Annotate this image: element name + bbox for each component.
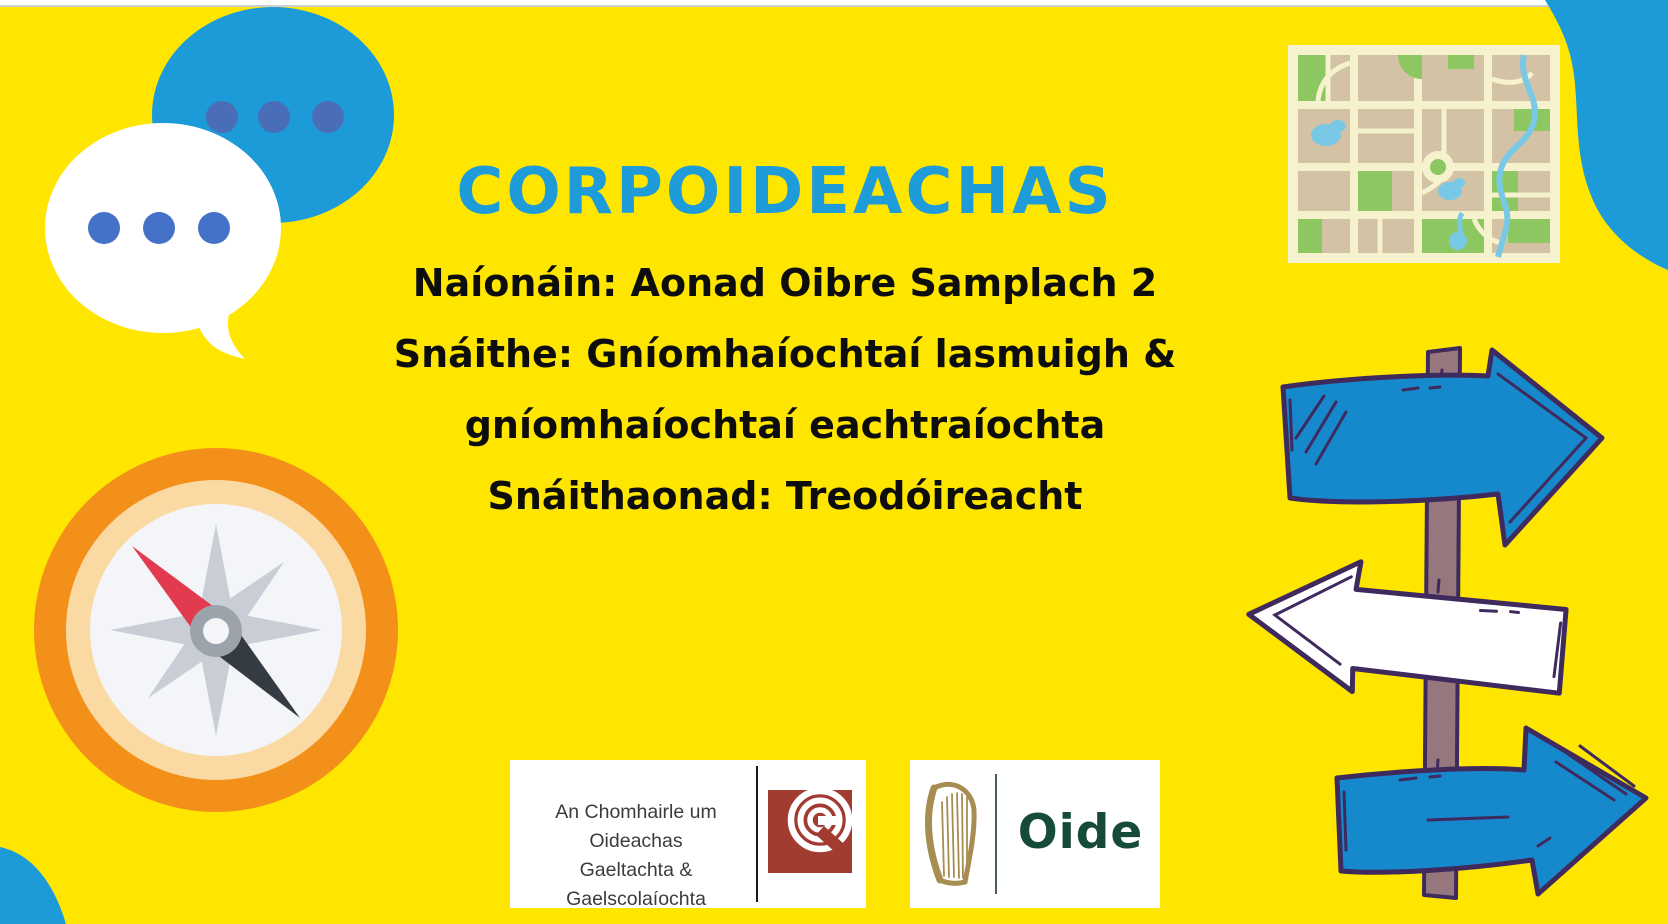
slide-content [300, 150, 1270, 532]
ccg-logo-text-line2: Gaeltachta & Gaelscolaíochta [566, 859, 706, 910]
map-icon [1288, 45, 1560, 263]
ccg-logo [510, 760, 866, 908]
subtitle-line-4: Snáithaonad: Treodóireacht [487, 474, 1083, 518]
ccg-emblem-g-icon [768, 790, 852, 873]
ccg-logo-text [520, 798, 752, 914]
subtitle-line-2: Snáithe: Gníomhaíochtaí lasmuigh & [393, 332, 1177, 376]
subtitle-line-3: gníomhaíochtaí eachtraíochta [464, 403, 1106, 447]
ccg-logo-emblem [768, 790, 852, 873]
harp-icon [920, 780, 982, 888]
subtitle-line-1: Naíonáin: Aonad Oibre Samplach 2 [412, 261, 1158, 305]
oide-wordmark: Oide [1017, 805, 1144, 860]
signpost-arrow-bottom [1337, 728, 1646, 894]
corner-blob-bottom-left [0, 835, 90, 924]
oide-logo [910, 760, 1160, 908]
page-title: CORPOIDEACHAS [456, 155, 1114, 229]
signpost-arrow-middle [1242, 551, 1571, 713]
ccg-logo-divider [756, 766, 758, 902]
ccg-logo-text-line1: An Chomhairle um Oideachas [555, 801, 717, 852]
oide-logo-divider [995, 774, 997, 894]
